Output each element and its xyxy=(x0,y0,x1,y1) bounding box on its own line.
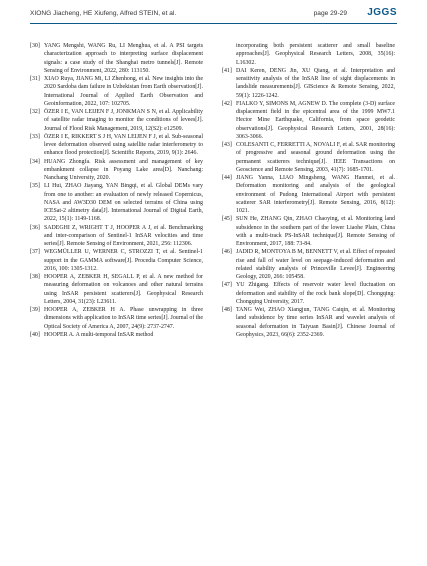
reference-item xyxy=(30,306,203,331)
header-rule xyxy=(30,23,397,24)
reference-item xyxy=(222,248,395,281)
reference-item xyxy=(30,133,203,158)
reference-text: TANG Wei, ZHAO Xiangjun, TANG Caiqin, et al. Monitoring land subsidence by time series InSAR and wavelet analysis of seasonal deformation in Taiyuan Basin[J]. Chinese Journal of Geophysics, 2023, 66(6): 2352-2369. xyxy=(236,307,395,338)
reference-item xyxy=(222,100,395,141)
reference-item xyxy=(30,182,203,223)
reference-number: [37] xyxy=(30,249,40,256)
reference-text: SADEGHI Z, WRIGHT T J, HOOPER A J, et al. Benchmarking and inter-comparison of Sentinel-1 InSAR velocities and time series[J]. Remote Sensing of Environment, 2021, 256: 112306. xyxy=(44,224,203,247)
references-left-column xyxy=(30,42,203,339)
reference-number: [31] xyxy=(30,76,40,82)
reference-text: ÖZER I E, RIKKERT S J H, VAN LEIJEN F J, et al. Sub-seasonal levee deformation observed using satellite radar interferometry to enhance flood protection[J]. Scientific Reports, 2019, 9(1): 2646. xyxy=(44,133,203,157)
reference-item xyxy=(30,42,203,75)
reference-text: SUN He, ZHANG Qin, ZHAO Chaoying, et al. Monitoring land subsidence in the southern part of the lower Liaohe Plain, China with a multi-track PS-InSAR technique[J]. Remote Sensing of Environment, 2017, 188: 73-84. xyxy=(236,216,395,247)
reference-number: [35] xyxy=(30,183,40,190)
page-number: page 29-29 xyxy=(313,10,347,17)
journal-logo: JGGS xyxy=(367,7,397,18)
reference-number: [43] xyxy=(222,142,232,148)
reference-item xyxy=(30,75,203,108)
reference-item-continued xyxy=(222,42,395,67)
reference-text: LI Hui, ZHAO Jiayang, YAN Bingqi, et al. Global DEMs vary from one to another: an evaluation of newly released Copernicus, NASA and AW3D30 DEM on selected terrains of China using ICESat-2 altimetry data[J]. International Journal of Digital Earth, 2022, 15(1): 1149-1168. xyxy=(44,183,203,223)
reference-text: JADID R, MONTOYA B M, BENNETT V, et al. Effect of repeated rise and fall of water level on seepage-induced deformation and related stability analysis of Princeville Levee[J]. Engineering Geology, 2020, 266: 105458. xyxy=(236,249,395,280)
reference-text: YANG Mengshi, WANG Ru, LI Menghua, et al. A PSI targets characterization approach to interpreting surface displacement signals: a case study of the Shanghai metro tunnels[J]. Remote Sensing of Environment, 2022, 280: 113150. xyxy=(44,43,203,74)
reference-text: XIAO Ruya, JIANG Mi, LI Zhenhong, et al. New insights into the 2020 Sardoba dam failure in Uzbekistan from Earth observation[J]. International Journal of Applied Earth Observation and Geoinformation, 2022, 107: 102705. xyxy=(44,76,203,107)
reference-item xyxy=(222,215,395,248)
reference-number: [44] xyxy=(222,175,232,181)
reference-item xyxy=(30,248,203,273)
reference-number: [41] xyxy=(222,67,232,74)
reference-number: [36] xyxy=(30,224,40,231)
reference-item xyxy=(30,108,203,133)
reference-item xyxy=(222,281,395,306)
reference-item xyxy=(222,306,395,339)
reference-text: HOOPER A, ZEBKER H A. Phase unwrapping in three dimensions with application to InSAR time series[J]. Journal of the Optical Society of America A, 2007, 24(9): 2737-2747. xyxy=(44,307,203,330)
reference-number: [39] xyxy=(30,307,40,313)
reference-text: incorporating both persistent scatterer and small baseline approaches[J]. Geophysical Research Letters, 2008, 35(16): L16302. xyxy=(236,43,395,66)
reference-text: HOOPER A, ZEBKER H, SEGALL P, et al. A new method for measuring deformation on volcanoes and other natural terrains using InSAR persistent scatterers[J]. Geophysical Research Letters, 2004, 31(23): L23611. xyxy=(44,274,203,305)
reference-number: [47] xyxy=(222,282,232,289)
reference-item xyxy=(222,67,395,100)
page-header xyxy=(30,8,397,22)
reference-text: ÖZER I E, VAN LEIJEN F J, JONKMAN S N, et al. Applicability of satellite radar imaging to monitor the conditions of levees[J]. Journal of Flood Risk Management, 2019, 12(S2): e12509. xyxy=(44,109,203,132)
reference-number: [45] xyxy=(222,216,232,223)
reference-number: [34] xyxy=(30,158,40,165)
reference-number: [30] xyxy=(30,43,40,49)
reference-number: [40] xyxy=(30,331,40,338)
reference-item xyxy=(30,224,203,249)
reference-item xyxy=(30,331,203,339)
reference-number: [46] xyxy=(222,249,232,256)
reference-text: HUANG Zhongfa. Risk assessment and management of key embankment collapse in Poyang Lake area[D]. Nanchang: Nanchang University, 2020. xyxy=(44,158,203,181)
reference-number: [48] xyxy=(222,307,232,313)
running-head-authors: XIONG Jiacheng, HE Xiufeng, Alfred STEIN, et al. xyxy=(30,10,177,17)
reference-item xyxy=(30,158,203,183)
reference-text: WEGMÜLLER U, WERNER C, STROZZI T, et al. Sentinel-1 support in the GAMMA software[J]. Procedia Computer Science, 2016, 100: 1305-1312. xyxy=(44,249,203,272)
reference-text: JIANG Yanna, LIAO Mingsheng, WANG Hanmei, et al. Deformation monitoring and analysis of the geological environment of Pudong International Airport with persistent scatterer SAR interferometry[J]. Remote Sensing, 2016, 8(12): 1021. xyxy=(236,175,395,214)
reference-text: DAI Keren, DENG Jin, XU Qiang, et al. Interpretation and sensitivity analysis of the InSAR line of sight displacements in landslide measurements[J]. GIScience & Remote Sensing, 2022, 59(1): 1226-1242. xyxy=(236,67,395,99)
reference-number: [32] xyxy=(30,109,40,115)
reference-item xyxy=(222,174,395,215)
reference-number: [33] xyxy=(30,133,40,140)
reference-text: YU Zhigang. Effects of reservoir water level fluctuation on deformation and stability of the rock bank slope[D]. Chongqing: Chongqing University, 2017. xyxy=(236,282,395,305)
reference-text: COLESANTI C, FERRETTI A, NOVALI F, et al. SAR monitoring of progressive and seasonal ground deformation using the permanent scatterers technique[J]. IEEE Transactions on Geoscience and Remote Sensing, 2003, 41(7): 1685-1701. xyxy=(236,142,395,173)
reference-item xyxy=(222,141,395,174)
references-right-column xyxy=(222,42,395,339)
reference-number: [38] xyxy=(30,274,40,280)
reference-text: FIALKO Y, SIMONS M, AGNEW D. The complete (3-D) surface displacement field in the epicentral area of the 1999 MW7.1 Hector Mine Earthquake, California, from space geodetic observations[J]. Geophysical Research Letters, 2001, 28(16): 3063-3066. xyxy=(236,100,395,140)
reference-number: [42] xyxy=(222,100,232,107)
reference-text: HOOPER A. A multi-temporal InSAR method xyxy=(44,331,154,338)
reference-item xyxy=(30,273,203,306)
